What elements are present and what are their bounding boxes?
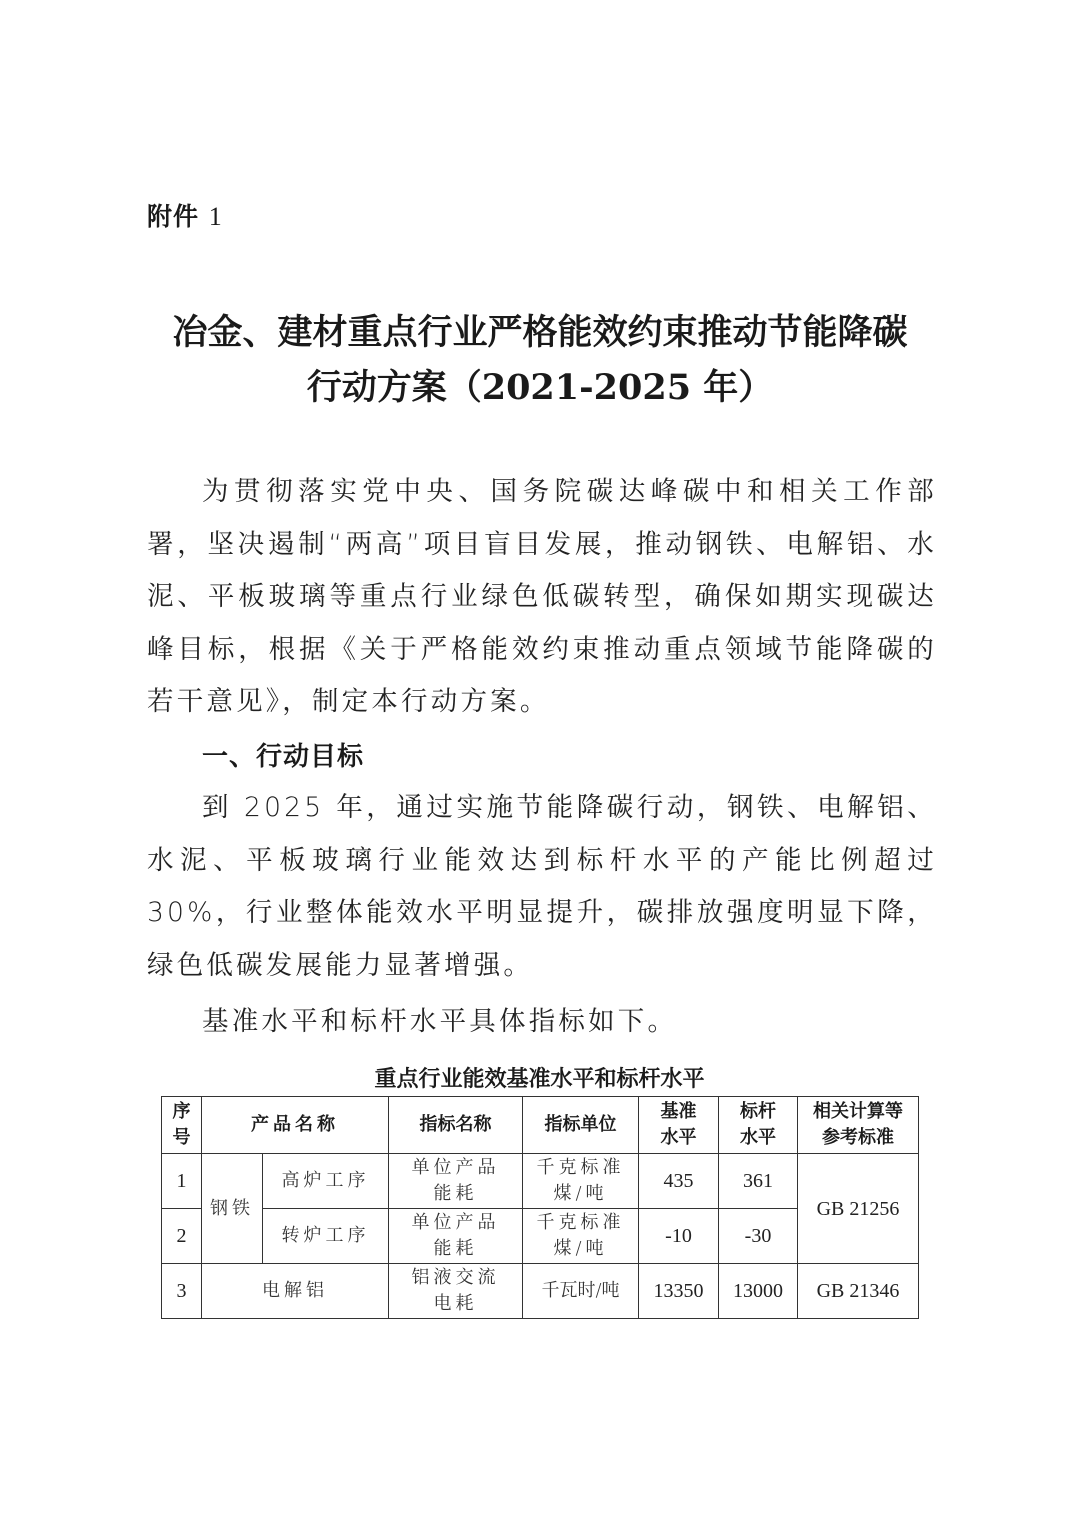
document-title-line2: 行动方案（2021-2025 年） [306,367,774,408]
section-heading: 一、行动目标 [202,742,365,772]
document-title-line1: 冶金、建材重点行业严格能效约束推动节能降碳 [172,312,908,353]
cell-indicator-line2: 能耗 [433,1238,478,1259]
table-row [162,1154,919,1209]
cell-unit-line1: 千克标准 [536,1157,625,1178]
cell-category: 钢铁 [202,1154,263,1264]
cell-unit-line2: 煤/吨 [553,1183,608,1204]
table-row [162,1264,919,1319]
header-benchmark [719,1097,798,1154]
cell-seq: 1 [162,1154,202,1209]
header-indicator: 指标名称 [389,1097,523,1154]
cell-unit-line1: 千克标准 [536,1212,625,1233]
table-title: 重点行业能效基准水平和标杆水平 [374,1067,705,1092]
intro-paragraph: 为贯彻落实党中央、国务院碳达峰碳中和相关工作部署，坚决遏制“两高”项目盲目发展，推动钢铁、电解铝、水泥、平板玻璃等重点行业绿色低碳转型，确保如期实现碳达峰目标，根据《关于严格能效约束推动重点领域节能降碳的若干意见》，制定本行动方案。 [147,476,937,717]
section-paragraph: 到 2025 年，通过实施节能降碳行动，钢铁、电解铝、水泥、平板玻璃行业能效达到标杆水平的产能比例超过 30%，行业整体能效水平明显提升，碳排放强度明显下降，绿色低碳发展能力显著增强。 [147,792,937,981]
header-product: 产品名称 [202,1097,389,1154]
cell-seq: 2 [162,1209,202,1264]
attachment-label [147,197,223,233]
header-standard [798,1097,919,1154]
cell-indicator [389,1154,523,1209]
cell-standard: GB 21346 [798,1264,919,1319]
header-benchmark-line2: 水平 [740,1127,776,1148]
cell-baseline: 435 [639,1154,719,1209]
cell-standard: GB 21256 [798,1154,919,1264]
header-seq-line1: 序 [172,1101,191,1122]
cell-indicator-line1: 单位产品 [411,1157,500,1178]
header-standard-line1: 相关计算等 [813,1101,903,1122]
cell-benchmark: 361 [719,1154,798,1209]
header-seq [162,1097,202,1154]
cell-indicator [389,1209,523,1264]
cell-benchmark: 13000 [719,1264,798,1319]
cell-unit: 千瓦时/吨 [523,1264,639,1319]
table-header-row [162,1097,919,1154]
header-benchmark-line1: 标杆 [740,1101,776,1122]
header-baseline [639,1097,719,1154]
cell-unit [523,1154,639,1209]
cell-indicator [389,1264,523,1319]
header-unit: 指标单位 [523,1097,639,1154]
cell-process: 高炉工序 [263,1154,389,1209]
efficiency-table [161,1096,919,1319]
cell-benchmark: -30 [719,1209,798,1264]
header-baseline-line2: 水平 [660,1127,697,1148]
cell-unit-line2: 煤/吨 [553,1238,608,1259]
cell-indicator-line2: 能耗 [433,1183,478,1204]
header-baseline-line1: 基准 [660,1101,697,1122]
header-standard-line2: 参考标准 [822,1127,894,1148]
header-seq-line2: 号 [172,1127,191,1148]
cell-unit [523,1209,639,1264]
attachment-label-text: 附件 [147,202,200,231]
cell-category: 电解铝 [202,1264,389,1319]
cell-indicator-line2: 电耗 [433,1293,478,1314]
cell-indicator-line1: 单位产品 [411,1212,500,1233]
attachment-number: 1 [208,202,223,231]
cell-indicator-line1: 铝液交流 [411,1267,500,1288]
cell-baseline: -10 [639,1209,719,1264]
cell-baseline: 13350 [639,1264,719,1319]
cell-process: 转炉工序 [263,1209,389,1264]
cell-seq: 3 [162,1264,202,1319]
table-lead-in: 基准水平和标杆水平具体指标如下。 [202,1006,678,1037]
